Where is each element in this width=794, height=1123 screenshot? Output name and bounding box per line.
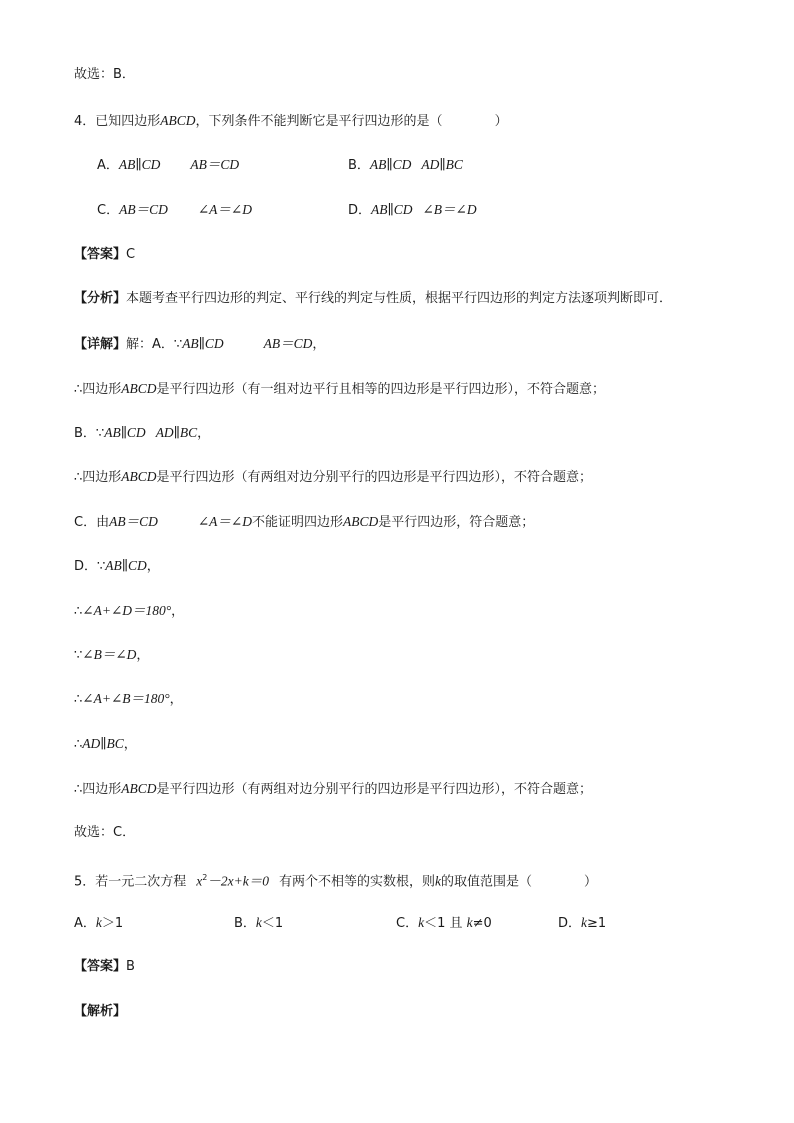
detail-d-step2 bbox=[74, 646, 149, 665]
math-abcd: ABCD bbox=[121, 781, 157, 796]
math-expr: AB∥CD bbox=[182, 336, 224, 351]
detail-text: 解：A．∵ bbox=[126, 337, 183, 352]
explanation-tag: 【解析】 bbox=[74, 1004, 127, 1019]
answer-tag: 【答案】 bbox=[74, 247, 127, 262]
line-choose-b: 故选：B． bbox=[74, 67, 135, 82]
math-expr: AB∥CD bbox=[369, 157, 412, 172]
option-label: D． bbox=[558, 916, 582, 931]
detail-c bbox=[74, 513, 534, 532]
text: D．∵ bbox=[74, 559, 106, 574]
math-expr: AB＝CD bbox=[109, 514, 158, 529]
stem-text: ，下列条件不能判断它是平行四边形的是（ bbox=[195, 114, 443, 129]
option-text: ＜1 且 bbox=[424, 916, 463, 931]
line-choose-c: 故选：C． bbox=[74, 825, 136, 840]
option-label: B． bbox=[234, 916, 256, 931]
math-var: k bbox=[466, 915, 473, 930]
text: ∴ bbox=[74, 604, 83, 619]
option-text: ≥1 bbox=[587, 916, 607, 931]
q5-option-d bbox=[558, 914, 606, 933]
stem-close: ） bbox=[584, 874, 598, 890]
option-a bbox=[97, 156, 239, 175]
punct: ， bbox=[146, 559, 160, 574]
math-expr: －2x+k＝0 bbox=[207, 873, 269, 889]
option-label: C． bbox=[97, 203, 120, 218]
text: ∴四边形 bbox=[74, 382, 122, 397]
math-expr: ∠A+∠D＝180° bbox=[82, 603, 172, 618]
text: 是平行四边形（有两组对边分别平行的四边形是平行四边形），不符合题意； bbox=[156, 470, 593, 485]
analysis-text: 本题考查平行四边形的判定、平行线的判定与性质，根据平行四边形的判定方法逐项判断即可． bbox=[126, 291, 673, 306]
detail-a-result bbox=[74, 380, 605, 399]
math-expr: ∠A＝∠D bbox=[197, 202, 252, 217]
question-number: 5． bbox=[74, 874, 96, 890]
math-abcd: ABCD bbox=[342, 514, 379, 529]
option-label: A． bbox=[74, 916, 96, 931]
math-var: k bbox=[435, 873, 441, 889]
stem-text: 有两个不相等的实数根，则 bbox=[278, 874, 435, 890]
answer-value: C bbox=[126, 247, 136, 262]
math-var: k bbox=[255, 915, 262, 930]
punct: ， bbox=[123, 737, 137, 752]
question-4-stem bbox=[74, 112, 508, 131]
q5-option-c bbox=[396, 914, 492, 933]
punct: ， bbox=[136, 648, 150, 663]
math-expr: AB∥CD bbox=[371, 202, 413, 217]
stem-text: 若一元二次方程 bbox=[95, 874, 187, 890]
answer-5 bbox=[74, 958, 135, 976]
math-var: x bbox=[196, 873, 203, 889]
text: C．由 bbox=[74, 515, 110, 530]
punct: ， bbox=[312, 337, 326, 352]
text: ∴ bbox=[74, 692, 83, 707]
stem-close: ） bbox=[494, 114, 508, 129]
text: ∴ bbox=[74, 737, 83, 752]
punct: ， bbox=[169, 692, 183, 707]
math-var: k bbox=[418, 915, 425, 930]
math-expr: AD∥BC bbox=[421, 157, 463, 172]
math-var: k bbox=[581, 915, 588, 930]
math-var: k bbox=[95, 915, 102, 930]
option-d bbox=[348, 201, 477, 220]
detail-d-result bbox=[74, 780, 592, 799]
question-5-stem bbox=[74, 869, 597, 891]
detail-d-step4 bbox=[74, 735, 137, 754]
option-text: ≠0 bbox=[472, 916, 492, 931]
text: 是平行四边形（有两组对边分别平行的四边形是平行四边形），不符合题意； bbox=[156, 782, 593, 797]
option-text: ＜1 bbox=[261, 916, 284, 931]
math-abcd: ABCD bbox=[121, 381, 157, 396]
q5-option-b bbox=[234, 914, 283, 933]
text: B．∵ bbox=[74, 426, 105, 441]
option-label: D． bbox=[348, 203, 372, 218]
answer-4 bbox=[74, 246, 135, 264]
detail-b bbox=[74, 424, 210, 443]
text: ∴四边形 bbox=[74, 782, 122, 797]
option-label: A． bbox=[97, 158, 119, 173]
detail-d-step1 bbox=[74, 602, 184, 621]
text: ∴四边形 bbox=[74, 470, 122, 485]
punct: ， bbox=[171, 604, 185, 619]
math-abcd: ABCD bbox=[121, 469, 157, 484]
answer-tag: 【答案】 bbox=[74, 959, 127, 974]
math-expr: AB∥CD bbox=[104, 425, 146, 440]
option-label: B． bbox=[348, 158, 370, 173]
option-text: ＞1 bbox=[101, 916, 124, 931]
math-abcd: ABCD bbox=[160, 113, 196, 128]
text: 是平行四边形（有一组对边平行且相等的四边形是平行四边形），不符合题意； bbox=[156, 382, 606, 397]
math-expr: AB＝CD bbox=[263, 336, 313, 351]
option-b bbox=[348, 156, 463, 175]
text: ∵ bbox=[74, 648, 83, 663]
math-expr: AB∥CD bbox=[118, 157, 161, 172]
punct: ， bbox=[197, 426, 211, 441]
detail-b-result bbox=[74, 468, 592, 487]
text: 是平行四边形，符合题意； bbox=[378, 515, 535, 530]
stem-text: 已知四边形 bbox=[95, 114, 161, 129]
math-expr: AB∥CD bbox=[105, 558, 147, 573]
option-label: C． bbox=[396, 916, 419, 931]
detail-d-step3 bbox=[74, 690, 183, 709]
math-expr: ∠B＝∠D bbox=[422, 202, 477, 217]
math-expr: AB＝CD bbox=[119, 202, 168, 217]
detail-tag: 【详解】 bbox=[74, 337, 127, 352]
question-number: 4． bbox=[74, 114, 96, 129]
analysis-4 bbox=[74, 290, 672, 308]
option-c bbox=[97, 201, 252, 220]
math-expr: AD∥BC bbox=[82, 736, 124, 751]
analysis-tag: 【分析】 bbox=[74, 291, 127, 306]
math-expr: ∠B＝∠D bbox=[82, 647, 137, 662]
text: 不能证明四边形 bbox=[251, 515, 343, 530]
math-expr: AB＝CD bbox=[190, 157, 240, 172]
q5-option-a bbox=[74, 914, 123, 933]
math-expr: ∠A+∠B＝180° bbox=[82, 691, 170, 706]
detail-d bbox=[74, 557, 160, 576]
math-exp: 2 bbox=[202, 873, 208, 882]
answer-value: B bbox=[126, 959, 135, 974]
detail-4-a bbox=[74, 335, 325, 354]
math-expr: AD∥BC bbox=[155, 425, 198, 440]
stem-text: 的取值范围是（ bbox=[441, 874, 533, 890]
math-expr: ∠A＝∠D bbox=[197, 514, 252, 529]
